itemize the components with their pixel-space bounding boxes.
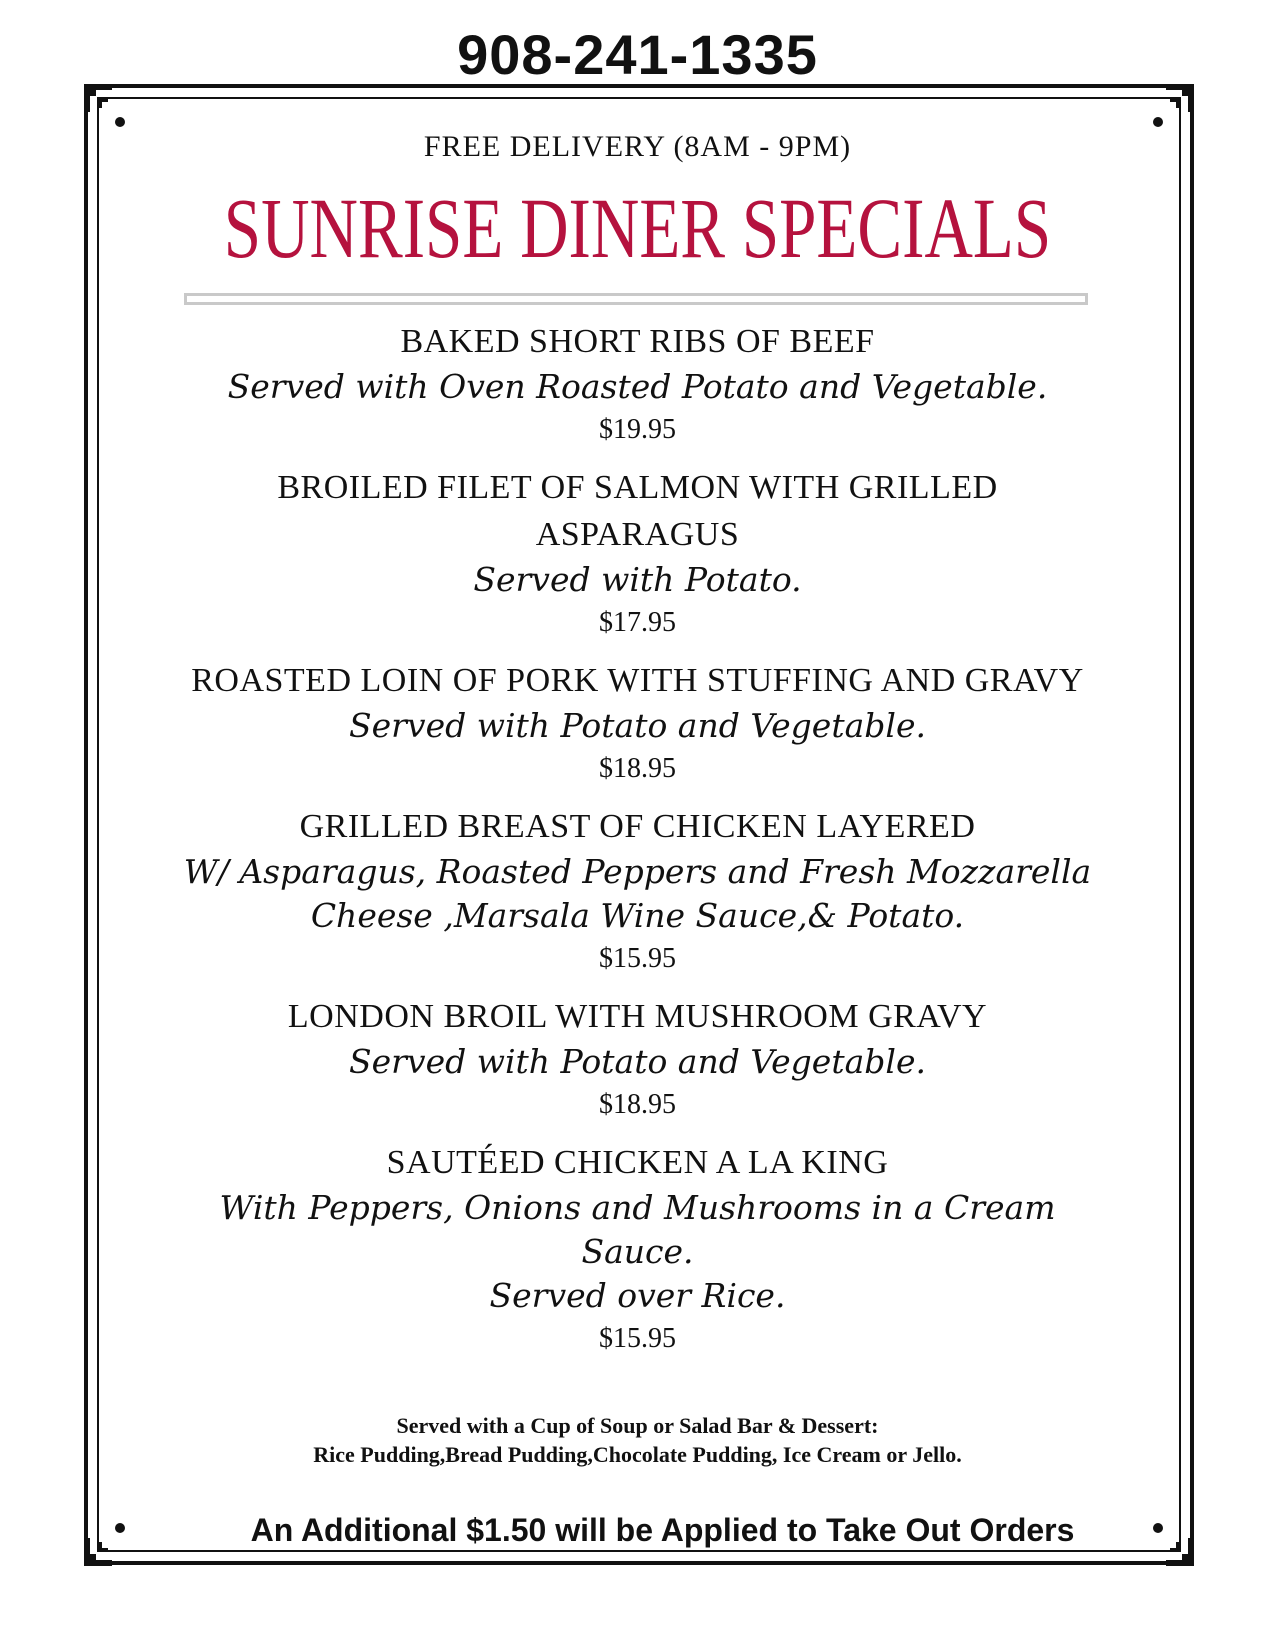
footnote-line: Rice Pudding,Bread Pudding,Chocolate Pudding, Ice Cream or Jello. — [313, 1442, 962, 1467]
item-name: BROILED FILET OF SALMON WITH GRILLED ASPARAGUS — [277, 469, 998, 553]
menu-item — [160, 657, 1115, 790]
item-price: $15.95 — [599, 1323, 676, 1354]
item-description: Served over Rice. — [489, 1276, 786, 1315]
item-name: LONDON BROIL WITH MUSHROOM GRAVY — [287, 998, 988, 1035]
page-title: SUNRISE DINER SPECIALS — [223, 180, 1052, 276]
item-name: ROASTED LOIN OF PORK WITH STUFFING AND GRAVY — [191, 662, 1084, 699]
item-name: GRILLED BREAST OF CHICKEN LAYERED — [299, 808, 976, 845]
included-sides-note — [0, 1411, 1275, 1469]
item-price: $19.95 — [599, 414, 676, 445]
item-description: Served with Potato and Vegetable. — [349, 706, 926, 745]
menu-item — [160, 803, 1115, 980]
takeout-surcharge-note: An Additional $1.50 will be Applied to Take Out Orders — [250, 1512, 1075, 1548]
phone-number: 908-241-1335 — [457, 23, 818, 86]
delivery-note: FREE DELIVERY (8AM - 9PM) — [423, 130, 852, 163]
item-description: Served with Potato. — [473, 560, 802, 599]
specials-list — [160, 318, 1115, 1373]
item-name: BAKED SHORT RIBS OF BEEF — [400, 323, 875, 360]
item-description: Cheese ,Marsala Wine Sauce,& Potato. — [310, 896, 965, 935]
menu-item — [160, 318, 1115, 451]
menu-item — [160, 464, 1115, 644]
item-description: Served with Potato and Vegetable. — [349, 1042, 926, 1081]
item-price: $15.95 — [599, 943, 676, 974]
menu-item — [160, 1139, 1115, 1360]
footnote-line: Served with a Cup of Soup or Salad Bar & Dessert: — [396, 1413, 879, 1438]
item-price: $17.95 — [599, 607, 676, 638]
item-price: $18.95 — [599, 753, 676, 784]
item-price: $18.95 — [599, 1089, 676, 1120]
title-divider — [184, 293, 1088, 305]
item-description: W/ Asparagus, Roasted Peppers and Fresh Mozzarella — [183, 852, 1092, 891]
item-description: Served with Oven Roasted Potato and Vegetable. — [227, 367, 1048, 406]
menu-item — [160, 993, 1115, 1126]
item-description: With Peppers, Onions and Mushrooms in a Cream Sauce. — [219, 1188, 1056, 1271]
item-name: SAUTÉED CHICKEN A LA KING — [386, 1144, 889, 1181]
